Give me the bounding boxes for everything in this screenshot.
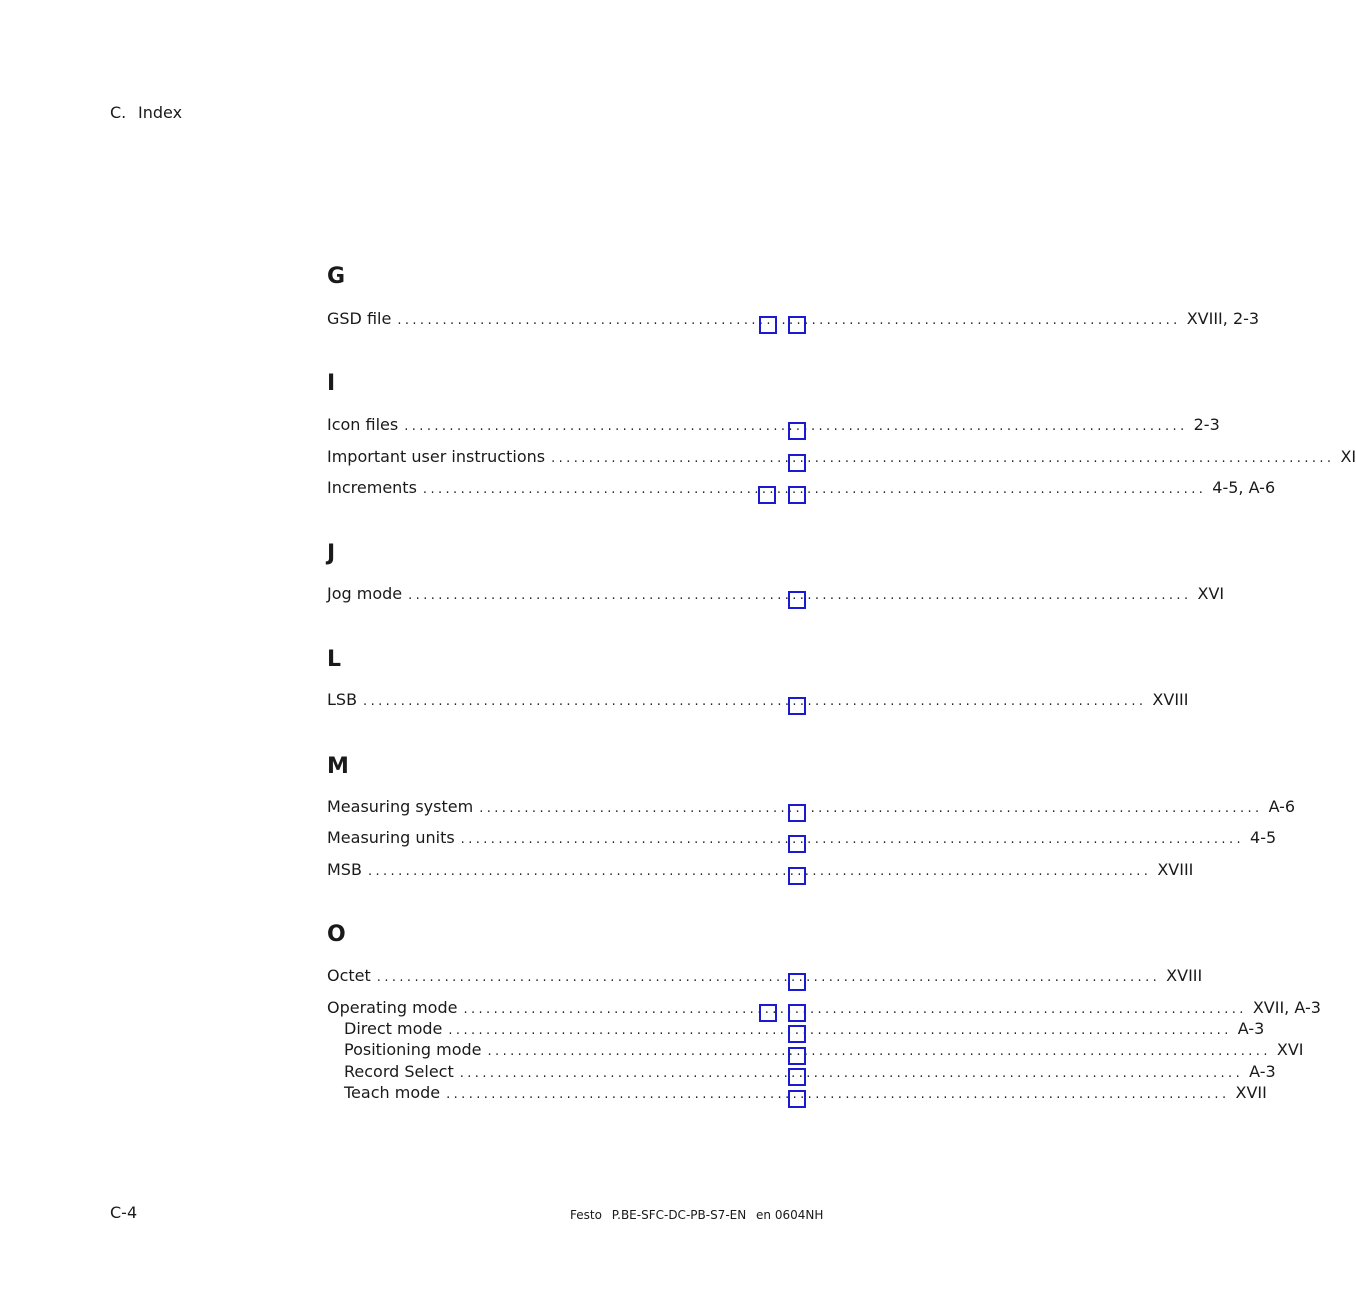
page-number: C-4 xyxy=(110,1203,138,1222)
page-refs: XVIII xyxy=(1157,860,1194,879)
page-link-a-6[interactable] xyxy=(788,486,806,504)
page-refs: XVI xyxy=(1197,584,1225,603)
leader-dots: ........................................................................................................ xyxy=(446,1087,1230,1102)
page-refs: XVII xyxy=(1235,1083,1267,1102)
page-refs: 4-5, A-6 xyxy=(1212,478,1276,497)
index-entry-lsb xyxy=(327,690,1189,712)
leader-dots: ........................................................................................................ xyxy=(487,1044,1271,1059)
leader-dots: ........................................................................................................ xyxy=(408,588,1192,603)
index-subentry-record-select xyxy=(344,1062,1276,1084)
index-term: Octet xyxy=(327,966,371,985)
document-code: P.BE-SFC-DC-PB-S7-EN xyxy=(611,1208,747,1222)
index-entry-gsd-file xyxy=(327,309,1260,331)
index-term: Important user instructions xyxy=(327,447,546,466)
publisher-name: Festo xyxy=(570,1208,602,1222)
page-refs: XVII, A-3 xyxy=(1252,998,1321,1017)
leader-dots: ........................................................................................................ xyxy=(397,313,1181,328)
index-letter-l: L xyxy=(327,647,342,672)
page-link-xvi[interactable] xyxy=(788,591,806,609)
chapter-title: Index xyxy=(138,103,183,122)
page-refs: 2-3 xyxy=(1193,415,1220,434)
leader-dots: ........................................................................................................ xyxy=(367,864,1152,879)
index-entry-operating-mode xyxy=(327,998,1321,1020)
index-term: Operating mode xyxy=(327,998,458,1017)
page-link-xviii[interactable] xyxy=(759,316,777,334)
index-entry-jog-mode xyxy=(327,584,1225,606)
index-term: Increments xyxy=(327,478,417,497)
leader-dots: ........................................................................................................ xyxy=(404,419,1188,434)
page-link-xvii[interactable] xyxy=(788,1090,806,1108)
page-refs: XVIII, 2-3 xyxy=(1186,309,1260,328)
index-term: Jog mode xyxy=(327,584,403,603)
page-link-2-3[interactable] xyxy=(788,316,806,334)
page-refs: A-6 xyxy=(1268,797,1296,816)
index-term: Icon files xyxy=(327,415,399,434)
index-subentry-positioning-mode xyxy=(344,1040,1304,1062)
edition-code: en 0604NH xyxy=(756,1208,824,1222)
index-letter-g: G xyxy=(327,264,346,289)
index-entry-msb xyxy=(327,860,1194,882)
index-entry-icon-files xyxy=(327,415,1220,437)
index-term: Record Select xyxy=(344,1062,454,1081)
page-link-2-3[interactable] xyxy=(788,422,806,440)
index-entry-important-user-instructions xyxy=(327,447,1356,469)
chapter-number: C. xyxy=(110,103,127,122)
index-subentry-teach-mode xyxy=(344,1083,1267,1105)
index-term: Measuring units xyxy=(327,828,455,847)
page-link-xviii[interactable] xyxy=(788,867,806,885)
index-subentry-direct-mode xyxy=(344,1019,1265,1041)
page-refs: A-3 xyxy=(1237,1019,1265,1038)
leader-dots: ........................................................................................................ xyxy=(463,1002,1247,1017)
leader-dots: ........................................................................................................ xyxy=(376,970,1161,985)
index-entry-measuring-units xyxy=(327,828,1277,850)
index-term: GSD file xyxy=(327,309,392,328)
leader-dots: ........................................................................................................ xyxy=(448,1023,1232,1038)
page-refs: XVIII xyxy=(1166,966,1203,985)
index-letter-i: I xyxy=(327,371,336,396)
page-header xyxy=(110,103,182,122)
page-link-a-6[interactable] xyxy=(788,804,806,822)
index-term: Positioning mode xyxy=(344,1040,482,1059)
leader-dots: ........................................................................................................ xyxy=(363,694,1147,709)
index-letter-j: J xyxy=(327,541,336,566)
page-link-xi[interactable] xyxy=(788,454,806,472)
page-refs: XVIII xyxy=(1152,690,1189,709)
leader-dots: ........................................................................................................ xyxy=(422,482,1207,497)
page-link-xviii[interactable] xyxy=(788,973,806,991)
index-term: Measuring system xyxy=(327,797,474,816)
index-entry-increments xyxy=(327,478,1276,500)
document-reference xyxy=(570,1208,823,1222)
index-letter-m: M xyxy=(327,754,349,779)
page-link-4-5[interactable] xyxy=(758,486,776,504)
index-entry-octet xyxy=(327,966,1203,988)
index-entry-measuring-system xyxy=(327,797,1296,819)
page-refs: XI xyxy=(1340,447,1356,466)
index-term: Direct mode xyxy=(344,1019,443,1038)
index-term: Teach mode xyxy=(344,1083,441,1102)
leader-dots: ........................................................................................................ xyxy=(551,451,1335,466)
index-term: MSB xyxy=(327,860,362,879)
index-letter-o: O xyxy=(327,922,346,947)
index-term: LSB xyxy=(327,690,358,709)
leader-dots: ........................................................................................................ xyxy=(479,801,1263,816)
page-refs: XVI xyxy=(1276,1040,1304,1059)
page-refs: 4-5 xyxy=(1250,828,1277,847)
leader-dots: ........................................................................................................ xyxy=(460,832,1245,847)
page-link-xviii[interactable] xyxy=(788,697,806,715)
page-link-4-5[interactable] xyxy=(788,835,806,853)
page-refs: A-3 xyxy=(1249,1062,1276,1081)
leader-dots: ........................................................................................................ xyxy=(459,1066,1244,1081)
